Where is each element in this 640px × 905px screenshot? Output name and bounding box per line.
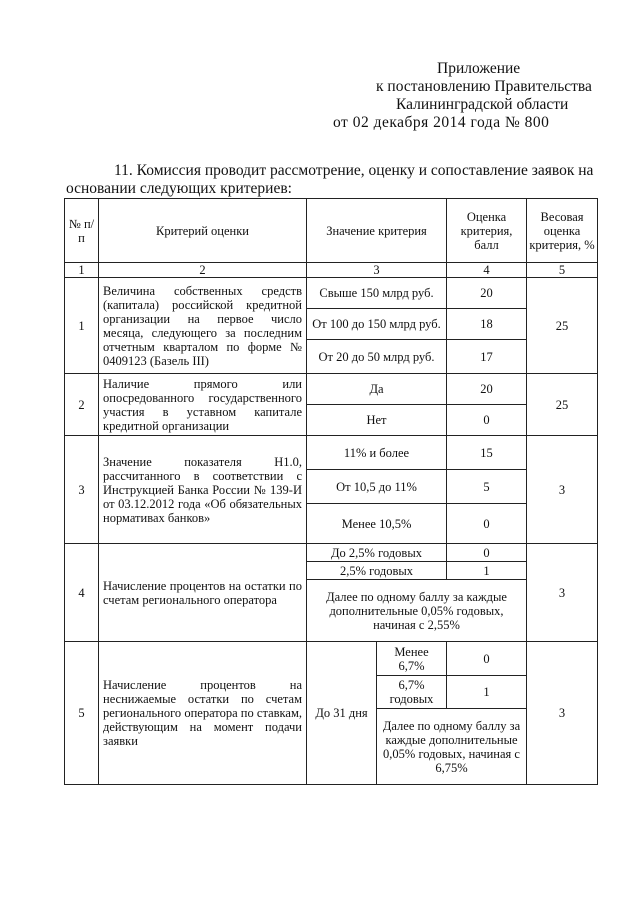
row-num: 2 bbox=[65, 374, 99, 436]
row-value: До 2,5% годовых bbox=[307, 544, 447, 562]
colnum-4: 4 bbox=[447, 263, 527, 278]
header-value: Значение критерия bbox=[307, 199, 447, 263]
column-number-row bbox=[65, 263, 598, 278]
header-num: № п/п bbox=[65, 199, 99, 263]
header-weight: Весовая оценка критерия, % bbox=[527, 199, 598, 263]
row-num: 3 bbox=[65, 436, 99, 544]
intro-line-2: основании следующих критериев: bbox=[66, 180, 292, 197]
row-score: 20 bbox=[447, 374, 527, 405]
appendix-title: Приложение bbox=[437, 60, 521, 77]
row-score: 0 bbox=[447, 544, 527, 562]
row-weight: 25 bbox=[527, 374, 598, 436]
row-value: Свыше 150 млрд руб. bbox=[307, 278, 447, 309]
row-score: 0 bbox=[447, 405, 527, 436]
row-score: 17 bbox=[447, 340, 527, 374]
row-extra: Далее по одному баллу за каждые дополнительные 0,05% годовых, начиная с 6,75% bbox=[377, 709, 527, 785]
row-value: Менее 6,7% bbox=[377, 642, 447, 676]
row-value: От 100 до 150 млрд руб. bbox=[307, 309, 447, 340]
row-value: От 20 до 50 млрд руб. bbox=[307, 340, 447, 374]
row-criterion: Величина собственных средств (капитала) российской кредитной организации на первое число месяца, следующего за последним отчетным кварталом по форме № 0409123 (Базель III) bbox=[99, 278, 307, 374]
table-row bbox=[65, 544, 598, 562]
header-criterion: Критерий оценки bbox=[99, 199, 307, 263]
row-value: 11% и более bbox=[307, 436, 447, 470]
table-row bbox=[65, 374, 598, 405]
row-score: 20 bbox=[447, 278, 527, 309]
row-num: 5 bbox=[65, 642, 99, 785]
colnum-5: 5 bbox=[527, 263, 598, 278]
table-header-row bbox=[65, 199, 598, 263]
table-row bbox=[65, 436, 598, 470]
criteria-table bbox=[64, 198, 598, 785]
row-value: Нет bbox=[307, 405, 447, 436]
row-criterion: Наличие прямого или опосредованного государственного участия в уставном капитале кредитной организации bbox=[99, 374, 307, 436]
row-value: Менее 10,5% bbox=[307, 504, 447, 544]
table-row bbox=[65, 642, 598, 676]
appendix-region: Калининградской области bbox=[396, 96, 569, 113]
row-score: 5 bbox=[447, 470, 527, 504]
row-value: От 10,5 до 11% bbox=[307, 470, 447, 504]
row-value: Да bbox=[307, 374, 447, 405]
colnum-3: 3 bbox=[307, 263, 447, 278]
row-score: 0 bbox=[447, 504, 527, 544]
colnum-1: 1 bbox=[65, 263, 99, 278]
row-weight: 3 bbox=[527, 436, 598, 544]
appendix-resolution: к постановлению Правительства bbox=[376, 78, 592, 95]
table-row bbox=[65, 278, 598, 309]
row-score: 18 bbox=[447, 309, 527, 340]
row-num: 1 bbox=[65, 278, 99, 374]
row-score: 0 bbox=[447, 642, 527, 676]
colnum-2: 2 bbox=[99, 263, 307, 278]
row-score: 1 bbox=[447, 562, 527, 580]
row-score: 1 bbox=[447, 676, 527, 709]
row-weight: 3 bbox=[527, 544, 598, 642]
row-value: 6,7% годовых bbox=[377, 676, 447, 709]
row-extra: Далее по одному баллу за каждые дополнительные 0,05% годовых, начиная с 2,55% bbox=[307, 580, 527, 642]
row-term: До 31 дня bbox=[307, 642, 377, 785]
appendix-date: от 02 декабря 2014 года № 800 bbox=[333, 114, 550, 131]
intro-paragraph bbox=[66, 162, 596, 198]
row-criterion: Начисление процентов на остатки по счетам регионального оператора bbox=[99, 544, 307, 642]
row-weight: 3 bbox=[527, 642, 598, 785]
row-criterion: Начисление процентов на неснижаемые остатки по счетам регионального оператора по ставкам, действующим на момент подачи заявки bbox=[99, 642, 307, 785]
row-weight: 25 bbox=[527, 278, 598, 374]
row-score: 15 bbox=[447, 436, 527, 470]
header-score: Оценка критерия, балл bbox=[447, 199, 527, 263]
row-criterion: Значение показателя Н1.0, рассчитанного в соответствии с Инструкцией Банка России № 139-И от 03.12.2012 года «Об обязательных нормативах банков» bbox=[99, 436, 307, 544]
row-value: 2,5% годовых bbox=[307, 562, 447, 580]
intro-line-1: 11. Комиссия проводит рассмотрение, оценку и сопоставление заявок на bbox=[114, 162, 594, 179]
row-num: 4 bbox=[65, 544, 99, 642]
